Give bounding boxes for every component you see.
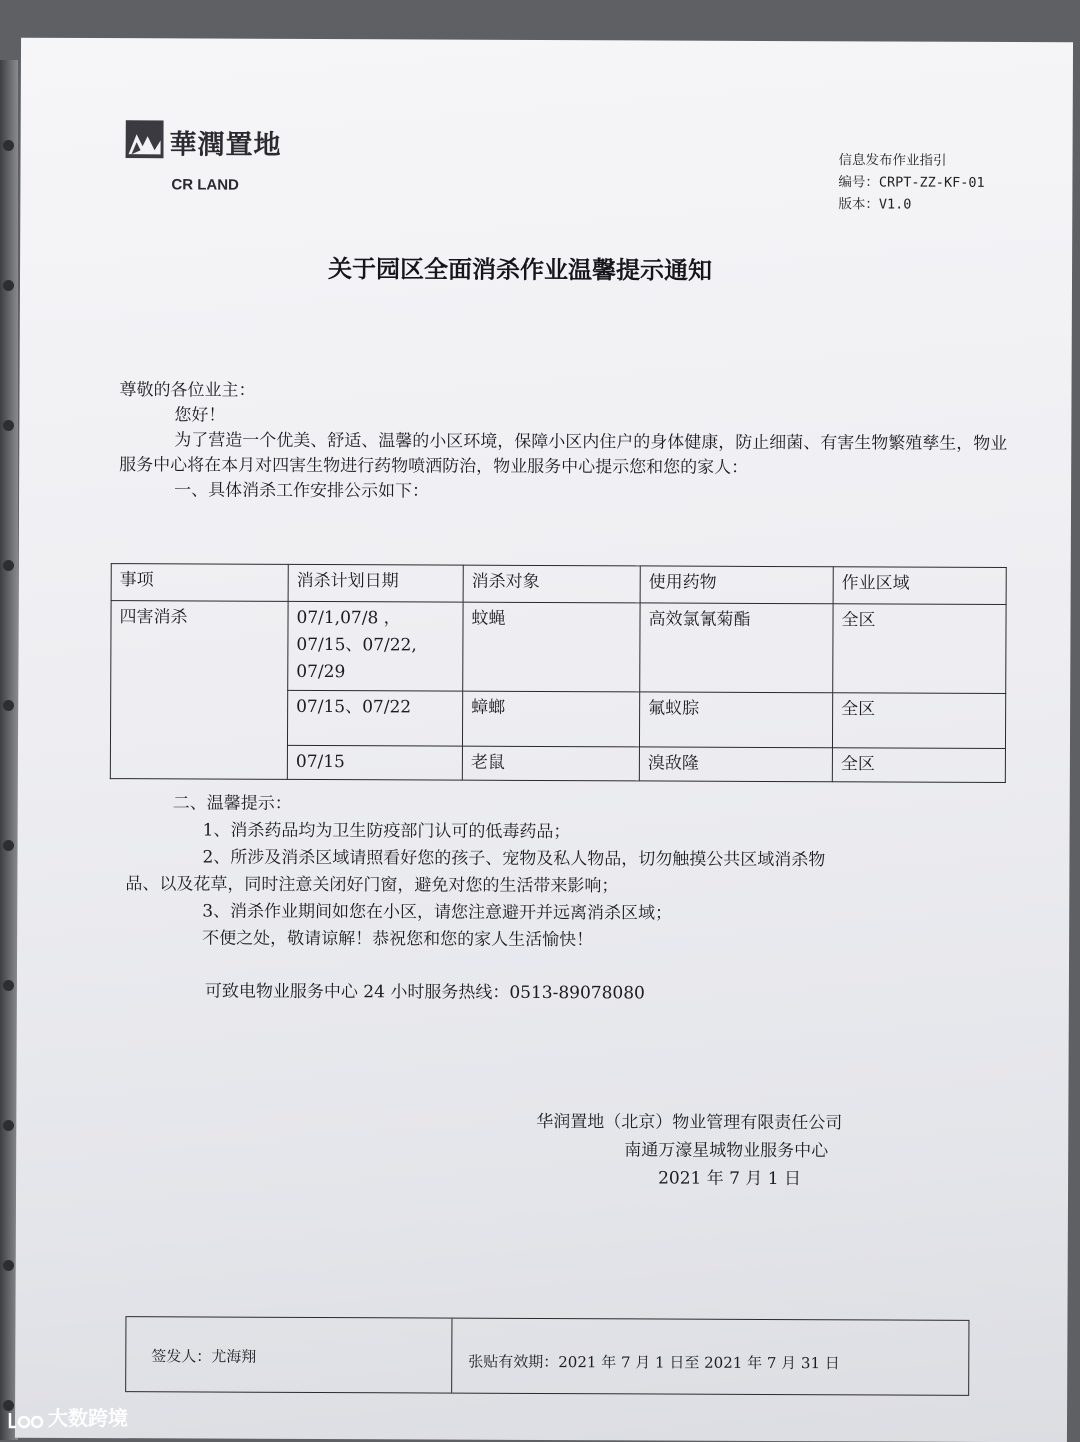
target-cell: 蟑螂 [462,691,639,747]
header-area: 作业区域 [833,567,1006,605]
logo-text-cn: 華潤置地 [169,129,282,161]
watermark-logo-icon [8,1409,44,1431]
watermark [8,1402,128,1431]
doc-guide-label: 信息发布作业指引 [838,152,947,169]
cr-land-logo-icon [126,120,164,158]
hello: 您好！ [174,405,226,426]
date-line: 07/15、07/22, [296,634,417,656]
document-meta [838,149,984,216]
closing-line: 不便之处，敬请谅解！恭祝您和您的家人生活愉快！ [202,928,594,951]
signature-block [536,1108,936,1194]
date-line: 07/29 [296,661,346,683]
punch-hole [3,1260,14,1271]
intro-text: 为了营造一个优美、舒适、温馨的小区环境，保障小区内住户的身体健康，防止细菌、有害生物繁殖孳生，物业服务中心将在本月对四害生物进行药物喷洒防治，物业服务中心提示您和您的家人： [119,430,1008,478]
greeting: 尊敬的各位业主： [119,380,256,401]
logo-text-en: CR LAND [171,176,239,194]
date-cell: 07/15、07/22 [287,690,462,746]
tip-item: 1、消杀药品均为卫生防疫部门认可的低毒药品； [202,820,571,843]
date-cell: 07/15 [287,745,462,780]
tip-item: 3、消杀作业期间如您在小区，请您注意避开并远离消杀区域； [202,901,673,924]
punch-hole [3,700,14,711]
notice-page [15,38,1073,1442]
intro-paragraph [119,428,1009,482]
target-cell: 蚊蝇 [463,602,640,692]
service-hotline: 可致电物业服务中心 24 小时服务热线：0513-89078080 [204,981,645,1004]
drug-cell: 氟蚁腙 [639,692,832,748]
tip-item-continued: 品、以及花草，同时注意关闭好门窗，避免对您的生活带来影响； [125,874,619,897]
signature-center: 南通万濠星城物业服务中心 [624,1140,829,1162]
signature-company: 华润置地（北京）物业管理有限责任公司 [536,1111,843,1134]
issuer-label: 签发人：尤海翔 [151,1347,257,1366]
date-line: 07/1,07/8 ， [296,607,401,629]
validity-period: 张贴有效期：2021 年 7 月 1 日至 2021 年 7 月 31 日 [468,1352,840,1373]
punch-hole [3,840,14,851]
tip-item: 2、所涉及消杀区域请照看好您的孩子、宠物及私人物品，切勿触摸公共区域消杀物 [202,847,826,871]
area-cell: 全区 [832,693,1005,749]
issue-footer [125,1316,969,1396]
target-cell: 老鼠 [462,746,639,781]
drug-cell: 高效氯氰菊酯 [640,603,833,693]
punch-hole [3,420,14,431]
doc-number: 编号：CRPT-ZZ-KF-01 [838,174,985,191]
watermark-text: 大数跨境 [48,1406,128,1430]
item-cell: 四害消杀 [110,601,288,780]
date-cell [288,601,463,691]
notice-body [119,378,1010,507]
doc-version: 版本：V1.0 [838,196,912,213]
disinfection-schedule-table [110,563,1007,783]
header-item: 事项 [111,564,288,602]
tips-heading: 二、温馨提示： [172,793,292,814]
header-target: 消杀对象 [463,565,640,603]
area-cell: 全区 [832,748,1005,783]
section-one-heading: 一、具体消杀工作安排公示如下： [174,480,430,502]
area-cell: 全区 [833,604,1006,694]
header-drug: 使用药物 [640,566,833,604]
header-date: 消杀计划日期 [288,564,463,602]
warm-tips [117,790,1008,956]
notice-title: 关于园区全面消杀作业温馨提示通知 [327,255,713,285]
signature-date: 2021 年 7 月 1 日 [658,1168,802,1190]
punch-hole [3,980,14,991]
punch-hole [3,140,14,151]
punch-hole [3,280,14,291]
table-header-row [111,564,1006,605]
footer-divider [451,1319,452,1393]
table-row [111,601,1006,694]
punch-hole [3,1120,14,1131]
drug-cell: 溴敌隆 [639,747,832,782]
punch-hole [3,560,14,571]
